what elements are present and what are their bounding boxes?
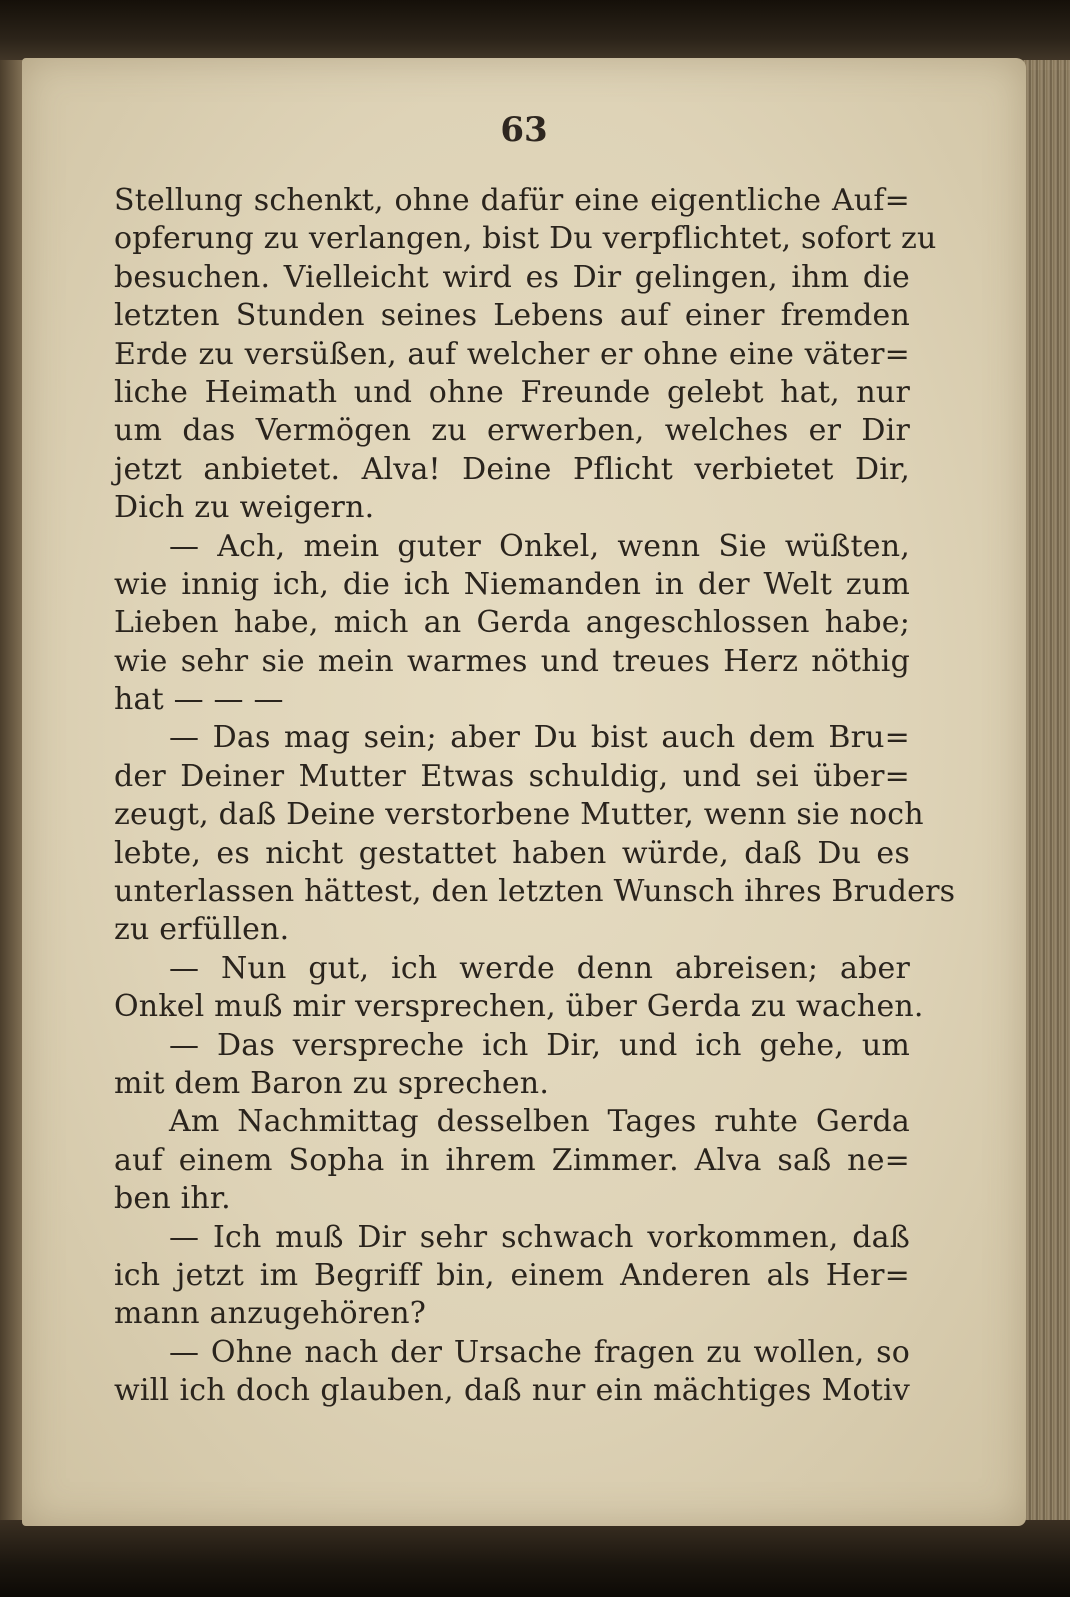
text-line: ben ihr. xyxy=(114,1181,231,1217)
text-line: — Ich muß Dir sehr schwach vorkommen, daß xyxy=(169,1219,910,1255)
text-line: — Nun gut, ich werde denn abreisen; aber xyxy=(169,950,910,986)
text-line: zu erfüllen. xyxy=(114,912,290,948)
book-cover-bottom xyxy=(0,1520,1070,1597)
text-line: — Ohne nach der Ursache fragen zu wollen, so xyxy=(169,1334,910,1370)
text-line: Lieben habe, mich an Gerda angeschlossen habe; xyxy=(114,605,910,641)
text-line: jetzt anbietet. Alva! Deine Pflicht verbietet Dir, xyxy=(114,451,910,487)
book-page xyxy=(22,58,1026,1526)
text-line: lebte, es nicht gestattet haben würde, daß Du es xyxy=(114,835,910,871)
text-line: Am Nachmittag desselben Tages ruhte Gerda xyxy=(169,1104,910,1140)
text-line: unterlassen hättest, den letzten Wunsch ihres Bruders xyxy=(114,874,956,910)
text-line: — Das mag sein; aber Du bist auch dem Bru= xyxy=(169,720,910,756)
page-text xyxy=(114,182,956,1411)
page-number: 63 xyxy=(500,110,548,150)
text-line: Onkel muß mir versprechen, über Gerda zu wachen. xyxy=(114,989,924,1025)
text-line: opferung zu verlangen, bist Du verpflichtet, sofort zu xyxy=(114,221,937,257)
text-line: besuchen. Vielleicht wird es Dir gelingen, ihm die xyxy=(114,259,910,295)
text-line: — Ach, mein guter Onkel, wenn Sie wüßten, xyxy=(169,528,910,564)
text-line: Dich zu weigern. xyxy=(114,490,375,526)
text-line: liche Heimath und ohne Freunde gelebt hat, nur xyxy=(114,374,910,410)
text-line: zeugt, daß Deine verstorbene Mutter, wenn sie noch xyxy=(114,797,924,833)
text-line: wie sehr sie mein warmes und treues Herz nöthig xyxy=(114,643,910,679)
text-line: — Das verspreche ich Dir, und ich gehe, um xyxy=(169,1027,910,1063)
text-line: Erde zu versüßen, auf welcher er ohne eine väter= xyxy=(114,336,910,372)
text-line: hat — — — xyxy=(114,682,284,718)
text-line: letzten Stunden seines Lebens auf einer fremden xyxy=(114,298,910,334)
text-line: will ich doch glauben, daß nur ein mächtiges Motiv xyxy=(114,1373,910,1409)
text-line: der Deiner Mutter Etwas schuldig, und sei über= xyxy=(114,758,910,794)
text-line: Stellung schenkt, ohne dafür eine eigentliche Auf= xyxy=(114,183,910,218)
text-line: mann anzugehören? xyxy=(114,1296,427,1332)
text-line: um das Vermögen zu erwerben, welches er Dir xyxy=(114,413,910,449)
text-line: mit dem Baron zu sprechen. xyxy=(114,1065,550,1101)
text-line: ich jetzt im Begriff bin, einem Anderen als Her= xyxy=(114,1257,910,1293)
text-line: wie innig ich, die ich Niemanden in der Welt zum xyxy=(114,566,910,602)
text-line: auf einem Sopha in ihrem Zimmer. Alva saß ne= xyxy=(114,1142,910,1178)
